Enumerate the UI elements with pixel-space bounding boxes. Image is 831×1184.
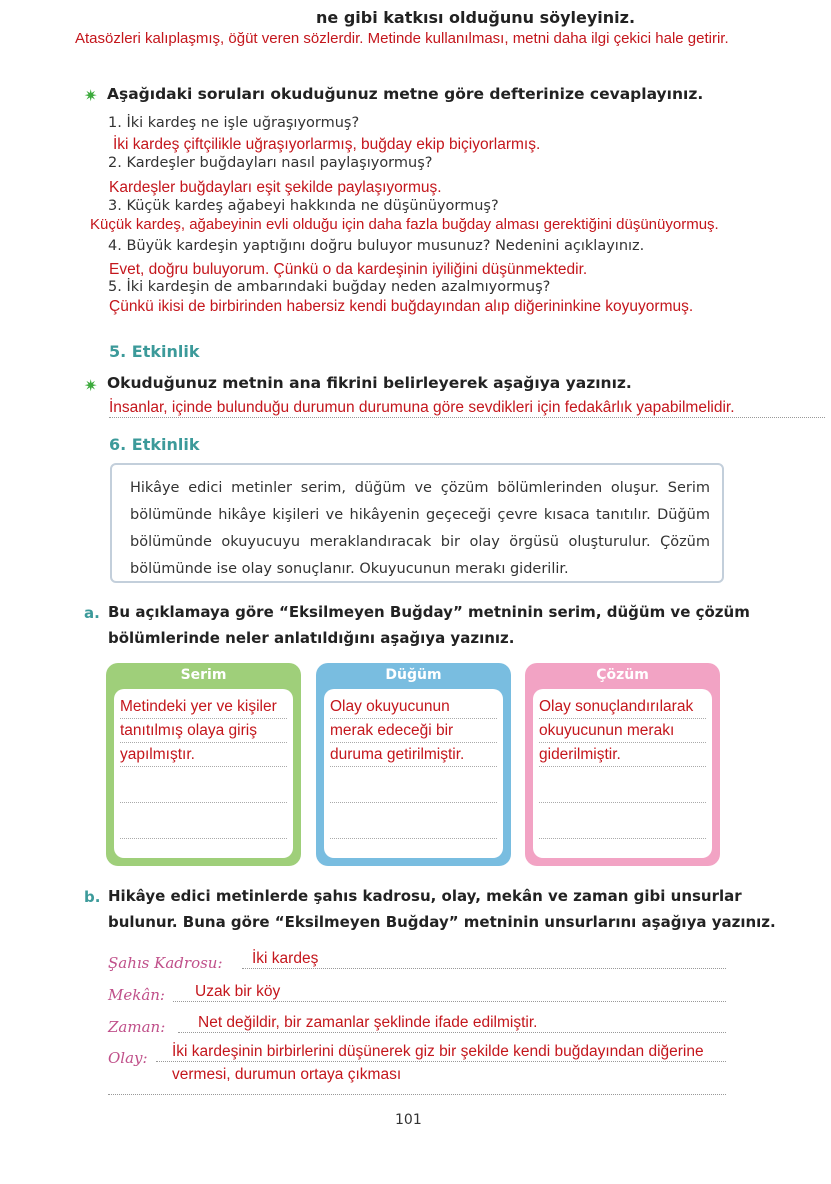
- etkinlik5-answer: İnsanlar, içinde bulunduğu durumun durumuna göre sevdikleri için fedakârlık yapabilmelidir.: [109, 399, 825, 418]
- cozum-card: [525, 663, 720, 866]
- card-line: merak edeceği bir: [330, 719, 497, 743]
- value-zaman: Net değildir, bir zamanlar şeklinde ifade edilmiştir.: [178, 1014, 726, 1033]
- serim-card: [106, 663, 301, 866]
- label-zaman: Zaman:: [108, 1018, 166, 1036]
- answer-4: Evet, doğru buluyorum. Çünkü o da kardeşinin iyiliğini düşünmektedir.: [109, 261, 588, 278]
- answer-5: Çünkü ikisi de birbirinden habersiz kendi buğdayından alıp diğerininkine koyuyormuş.: [109, 298, 694, 315]
- answer-2: Kardeşler buğdayları eşit şekilde paylaşıyormuş.: [109, 179, 442, 196]
- question-5: 5. İki kardeşin de ambarındaki buğday neden azalmıyormuş?: [108, 279, 551, 295]
- etkinlik6-title: 6. Etkinlik: [109, 435, 200, 454]
- label-mekan: Mekân:: [108, 986, 165, 1004]
- part-a-letter: a.: [84, 604, 100, 622]
- question-4: 4. Büyük kardeşin yaptığını doğru buluyor musunuz? Nedenini açıklayınız.: [108, 238, 645, 254]
- blank-line: [330, 803, 497, 839]
- dugum-card: [316, 663, 511, 866]
- top-question: ne gibi katkısı olduğunu söyleyiniz.: [316, 8, 636, 27]
- blank-line: [120, 767, 287, 803]
- page-number: 101: [395, 1112, 422, 1128]
- blank-line: [330, 767, 497, 803]
- value-olay: İki kardeşinin birbirlerini düşünerek giz bir şekilde kendi buğdayından diğerine: [156, 1043, 726, 1062]
- part-b-text-2: bulunur. Buna göre “Eksilmeyen Buğday” metninin unsurlarını aşağıya yazınız.: [108, 913, 776, 931]
- card-line: Metindeki yer ve kişiler: [120, 695, 287, 719]
- value-olay-cont: vermesi, durumun ortaya çıkması: [172, 1066, 402, 1083]
- part-b-letter: b.: [84, 888, 101, 906]
- question-2: 2. Kardeşler buğdayları nasıl paylaşıyormuş?: [108, 155, 433, 171]
- top-answer: Atasözleri kalıplaşmış, öğüt veren sözlerdir. Metinde kullanılması, metni daha ilgi çekici hale getirir.: [75, 30, 729, 47]
- label-olay: Olay:: [108, 1049, 148, 1067]
- card-line: Olay okuyucunun: [330, 695, 497, 719]
- blank-line: [108, 1082, 726, 1095]
- part-b-text-1: Hikâye edici metinlerde şahıs kadrosu, olay, mekân ve zaman gibi unsurlar: [108, 887, 742, 905]
- card-line: giderilmiştir.: [539, 743, 706, 767]
- asterisk-icon: ✷: [84, 376, 98, 395]
- card-line: yapılmıştır.: [120, 743, 287, 767]
- value-mekan: Uzak bir köy: [173, 983, 726, 1002]
- card-line: duruma getirilmiştir.: [330, 743, 497, 767]
- part-a-text-1: Bu açıklamaya göre “Eksilmeyen Buğday” metninin serim, düğüm ve çözüm: [108, 603, 750, 621]
- card-line: okuyucunun merakı: [539, 719, 706, 743]
- card-title: Serim: [180, 667, 227, 683]
- blank-line: [539, 767, 706, 803]
- part-a-text-2: bölümlerinde neler anlatıldığını aşağıya yazınız.: [108, 629, 515, 647]
- blank-line: [120, 803, 287, 839]
- question-1: 1. İki kardeş ne işle uğraşıyormuş?: [108, 115, 360, 131]
- asterisk-icon: ✷: [84, 86, 98, 105]
- blank-line: [539, 803, 706, 839]
- card-line: tanıtılmış olaya giriş: [120, 719, 287, 743]
- card-line: Olay sonuçlandırılarak: [539, 695, 706, 719]
- info-box: Hikâye edici metinler serim, düğüm ve çözüm bölümlerinden oluşur. Serim bölümünde hikâye kişileri ve hikâyenin geçeceği çevre kısaca tanıtılır. Düğüm bölümünde okuyucuyu meraklandıracak bir olay örgüsü oluşturulur. Çözüm bölümünde ise olay sonuçlanır. Okuyucunun merakı giderilir.: [110, 463, 724, 583]
- etkinlik5-instruction: Okuduğunuz metnin ana fikrini belirleyerek aşağıya yazınız.: [107, 374, 632, 392]
- etkinlik5-title: 5. Etkinlik: [109, 342, 200, 361]
- question-3: 3. Küçük kardeş ağabeyi hakkında ne düşünüyormuş?: [108, 198, 499, 214]
- answer-1: İki kardeş çiftçilikle uğraşıyorlarmış, buğday ekip biçiyorlarmış.: [113, 136, 541, 153]
- section1-instruction: Aşağıdaki soruları okuduğunuz metne göre defterinize cevaplayınız.: [107, 85, 704, 103]
- label-sahis-kadrosu: Şahıs Kadrosu:: [108, 954, 223, 972]
- card-title: Düğüm: [385, 667, 442, 683]
- card-title: Çözüm: [596, 667, 649, 683]
- answer-3: Küçük kardeş, ağabeyinin evli olduğu için daha fazla buğday alması gerektiğini düşünüyormuş.: [90, 216, 719, 233]
- value-sahis-kadrosu: İki kardeş: [242, 950, 726, 969]
